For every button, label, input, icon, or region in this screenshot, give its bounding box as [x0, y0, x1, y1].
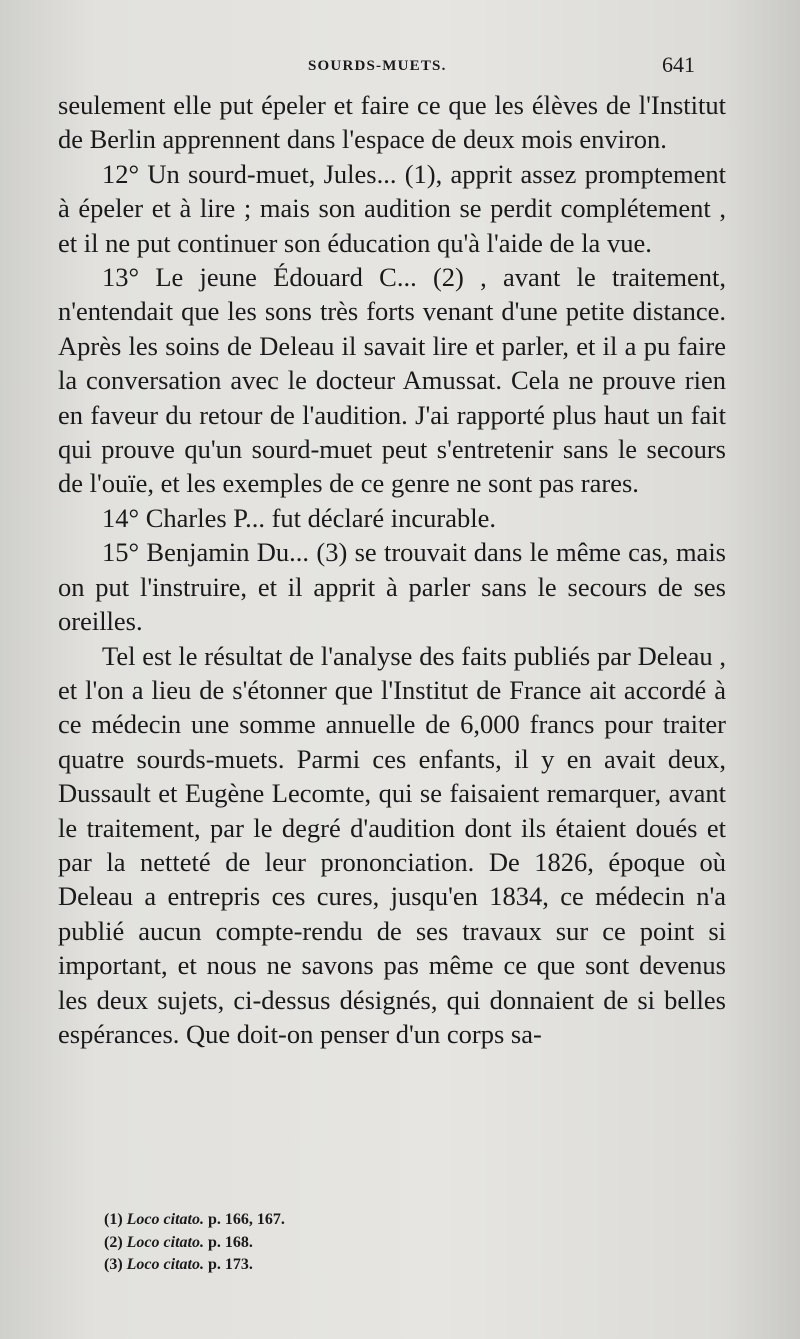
paragraph-conclusion: Tel est le résultat de l'analyse des faits publiés par Deleau , et l'on a lieu de s'étonner que l'Institut de France ait accordé à ce médecin une somme annuelle de 6,000 francs pour traiter quatre sourds-muets. Parmi ces enfants, il y en avait deux, Dussault et Eugène Lecomte, qui se faisaient remarquer, avant le traitement, par le degré d'audition dont ils étaient doués et par la netteté de leur prononciation. De 1826, époque où Deleau a entrepris ces cures, jusqu'en 1834, ce médecin n'a publié aucun compte-rendu de ses travaux sur ce point si important, et nous ne savons pas même ce que sont devenus les deux sujets, ci-dessus désignés, qui donnaient de si belles espérances. Que doit-on penser d'un corps sa- — [58, 640, 726, 1049]
paragraph-case-15: 15° Benjamin Du... (3) se trouvait dans le même cas, mais on put l'instruire, et il apprit à parler sans le secours de ses oreilles. — [58, 537, 726, 637]
footnote-pages: p. 168. — [207, 1233, 253, 1251]
footnote-reference: Loco citato. — [126, 1233, 204, 1251]
footnote-3 — [104, 1254, 285, 1277]
footnote-pages: p. 173. — [207, 1256, 253, 1273]
paragraph-continuation: seulement elle put épeler et faire ce que les élèves de l'Institut de Berlin apprennent dans l'espace de deux mois environ. — [58, 90, 726, 155]
running-title: SOURDS-MUETS. — [308, 58, 447, 74]
footnote-pages: p. 166, 167. — [207, 1211, 285, 1228]
footnote-reference: Loco citato. — [126, 1211, 204, 1228]
body-text — [58, 88, 726, 1051]
page-number: 641 — [662, 52, 695, 77]
paragraph-case-13: 13° Le jeune Édouard C... (2) , avant le traitement, n'entendait que les sons très forts venant d'une petite distance. Après les soins de Deleau il savait lire et parler, et il a pu faire la conversation avec le docteur Amussat. Cela ne prouve rien en faveur du retour de l'audition. J'ai rapporté plus haut un fait qui prouve qu'un sourd-muet peut s'entretenir sans le secours de l'ouïe, et les exemples de ce genre ne sont pas rares. — [58, 262, 726, 499]
footnotes — [104, 1209, 285, 1277]
page-header — [0, 52, 800, 82]
footnote-marker: (2) — [104, 1233, 123, 1251]
footnote-marker: (1) — [104, 1211, 123, 1228]
paragraph-case-14: 14° Charles P... fut déclaré incurable. — [102, 502, 496, 533]
footnote-reference: Loco citato. — [126, 1256, 204, 1273]
footnote-2 — [104, 1232, 285, 1255]
footnote-1 — [104, 1209, 285, 1232]
footnote-marker: (3) — [104, 1256, 123, 1273]
paragraph-case-12: 12° Un sourd-muet, Jules... (1), apprit assez promptement à épeler et à lire ; mais son audition se perdit complétement , et il ne put continuer son éducation qu'à l'aide de la vue. — [58, 158, 726, 258]
